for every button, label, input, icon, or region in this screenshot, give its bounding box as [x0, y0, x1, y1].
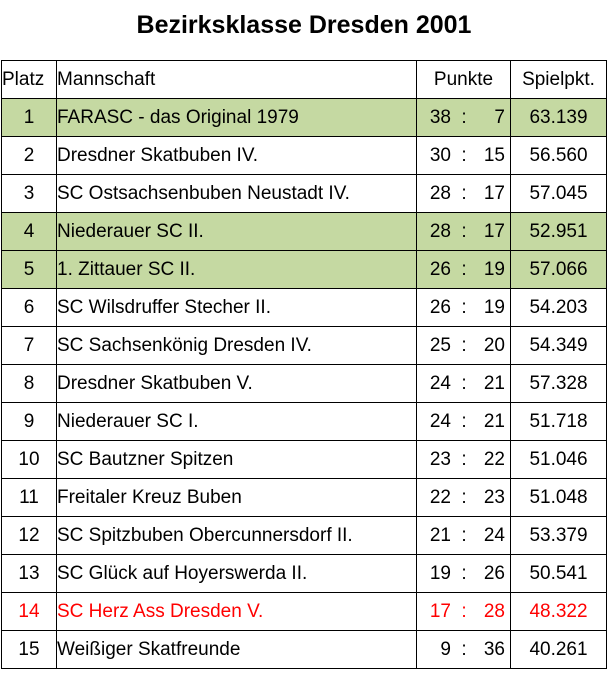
points-separator: : — [461, 144, 467, 166]
points-cell — [417, 555, 511, 593]
table-row — [2, 593, 607, 631]
header-punkte: Punkte — [417, 61, 511, 99]
rank-cell: 7 — [2, 327, 57, 365]
points-separator: : — [461, 600, 467, 622]
points-against: 19 — [483, 258, 505, 280]
table-row — [2, 403, 607, 441]
game-points-cell: 40.261 — [511, 631, 607, 669]
points-cell — [417, 479, 511, 517]
team-name-cell: Freitaler Kreuz Buben — [57, 479, 417, 517]
table-row — [2, 99, 607, 137]
game-points-cell: 54.203 — [511, 289, 607, 327]
points-separator: : — [461, 296, 467, 318]
team-name-cell: SC Wilsdruffer Stecher II. — [57, 289, 417, 327]
table-row — [2, 441, 607, 479]
points-for: 26 — [429, 258, 451, 280]
points-for: 22 — [429, 486, 451, 508]
table-row — [2, 137, 607, 175]
game-points-cell: 50.541 — [511, 555, 607, 593]
rank-cell: 9 — [2, 403, 57, 441]
game-points-cell: 56.560 — [511, 137, 607, 175]
points-separator: : — [461, 638, 467, 660]
points-cell — [417, 137, 511, 175]
points-cell — [417, 327, 511, 365]
rank-cell: 13 — [2, 555, 57, 593]
points-against: 21 — [483, 410, 505, 432]
game-points-cell: 51.048 — [511, 479, 607, 517]
points-for: 23 — [429, 448, 451, 470]
points-for: 38 — [429, 106, 451, 128]
points-for: 19 — [429, 562, 451, 584]
table-row — [2, 365, 607, 403]
points-separator: : — [461, 182, 467, 204]
points-against: 36 — [483, 638, 505, 660]
points-separator: : — [461, 258, 467, 280]
game-points-cell: 57.328 — [511, 365, 607, 403]
team-name-cell: Dresdner Skatbuben V. — [57, 365, 417, 403]
points-separator: : — [461, 524, 467, 546]
points-against: 7 — [494, 106, 505, 128]
table-body — [2, 99, 607, 669]
header-spielpunkte: Spielpkt. — [511, 61, 607, 99]
rank-cell: 14 — [2, 593, 57, 631]
team-name-cell: Niederauer SC II. — [57, 213, 417, 251]
table-row — [2, 327, 607, 365]
game-points-cell: 63.139 — [511, 99, 607, 137]
header-platz: Platz — [2, 61, 57, 99]
table-header-row — [2, 61, 607, 99]
points-against: 17 — [483, 220, 505, 242]
table-row — [2, 289, 607, 327]
team-name-cell: 1. Zittauer SC II. — [57, 251, 417, 289]
rank-cell: 10 — [2, 441, 57, 479]
table-row — [2, 479, 607, 517]
team-name-cell: FARASC - das Original 1979 — [57, 99, 417, 137]
points-for: 9 — [440, 638, 451, 660]
team-name-cell: Weißiger Skatfreunde — [57, 631, 417, 669]
points-against: 20 — [483, 334, 505, 356]
points-separator: : — [461, 106, 467, 128]
team-name-cell: SC Bautzner Spitzen — [57, 441, 417, 479]
game-points-cell: 57.066 — [511, 251, 607, 289]
points-against: 22 — [483, 448, 505, 470]
team-name-cell: SC Herz Ass Dresden V. — [57, 593, 417, 631]
rank-cell: 12 — [2, 517, 57, 555]
points-for: 26 — [429, 296, 451, 318]
table-row — [2, 251, 607, 289]
game-points-cell: 57.045 — [511, 175, 607, 213]
points-cell — [417, 593, 511, 631]
game-points-cell: 51.046 — [511, 441, 607, 479]
points-for: 21 — [429, 524, 451, 546]
table-row — [2, 213, 607, 251]
points-for: 30 — [429, 144, 451, 166]
points-against: 17 — [483, 182, 505, 204]
game-points-cell: 51.718 — [511, 403, 607, 441]
points-for: 28 — [429, 182, 451, 204]
points-against: 26 — [483, 562, 505, 584]
team-name-cell: Dresdner Skatbuben IV. — [57, 137, 417, 175]
points-cell — [417, 441, 511, 479]
rank-cell: 2 — [2, 137, 57, 175]
rank-cell: 3 — [2, 175, 57, 213]
rank-cell: 4 — [2, 213, 57, 251]
points-cell — [417, 517, 511, 555]
points-cell — [417, 631, 511, 669]
table-row — [2, 517, 607, 555]
points-against: 28 — [483, 600, 505, 622]
points-against: 15 — [483, 144, 505, 166]
points-separator: : — [461, 220, 467, 242]
points-against: 24 — [483, 524, 505, 546]
points-against: 19 — [483, 296, 505, 318]
rank-cell: 6 — [2, 289, 57, 327]
points-separator: : — [461, 410, 467, 432]
game-points-cell: 52.951 — [511, 213, 607, 251]
points-cell — [417, 175, 511, 213]
header-mannschaft: Mannschaft — [57, 61, 417, 99]
points-for: 25 — [429, 334, 451, 356]
rank-cell: 5 — [2, 251, 57, 289]
points-separator: : — [461, 448, 467, 470]
points-for: 24 — [429, 410, 451, 432]
game-points-cell: 48.322 — [511, 593, 607, 631]
points-cell — [417, 99, 511, 137]
points-separator: : — [461, 334, 467, 356]
rank-cell: 1 — [2, 99, 57, 137]
points-separator: : — [461, 486, 467, 508]
points-against: 21 — [483, 372, 505, 394]
game-points-cell: 53.379 — [511, 517, 607, 555]
points-for: 24 — [429, 372, 451, 394]
points-cell — [417, 365, 511, 403]
team-name-cell: Niederauer SC I. — [57, 403, 417, 441]
points-against: 23 — [483, 486, 505, 508]
team-name-cell: SC Ostsachsenbuben Neustadt IV. — [57, 175, 417, 213]
rank-cell: 11 — [2, 479, 57, 517]
rank-cell: 15 — [2, 631, 57, 669]
page-title: Bezirksklasse Dresden 2001 — [136, 11, 472, 39]
points-separator: : — [461, 372, 467, 394]
points-for: 28 — [429, 220, 451, 242]
team-name-cell: SC Spitzbuben Obercunnersdorf II. — [57, 517, 417, 555]
points-separator: : — [461, 562, 467, 584]
standings-table — [1, 60, 607, 669]
points-cell — [417, 251, 511, 289]
game-points-cell: 54.349 — [511, 327, 607, 365]
rank-cell: 8 — [2, 365, 57, 403]
team-name-cell: SC Sachsenkönig Dresden IV. — [57, 327, 417, 365]
points-cell — [417, 289, 511, 327]
table-row — [2, 555, 607, 593]
points-for: 17 — [429, 600, 451, 622]
table-row — [2, 175, 607, 213]
table-row — [2, 631, 607, 669]
points-cell — [417, 213, 511, 251]
points-cell — [417, 403, 511, 441]
team-name-cell: SC Glück auf Hoyerswerda II. — [57, 555, 417, 593]
